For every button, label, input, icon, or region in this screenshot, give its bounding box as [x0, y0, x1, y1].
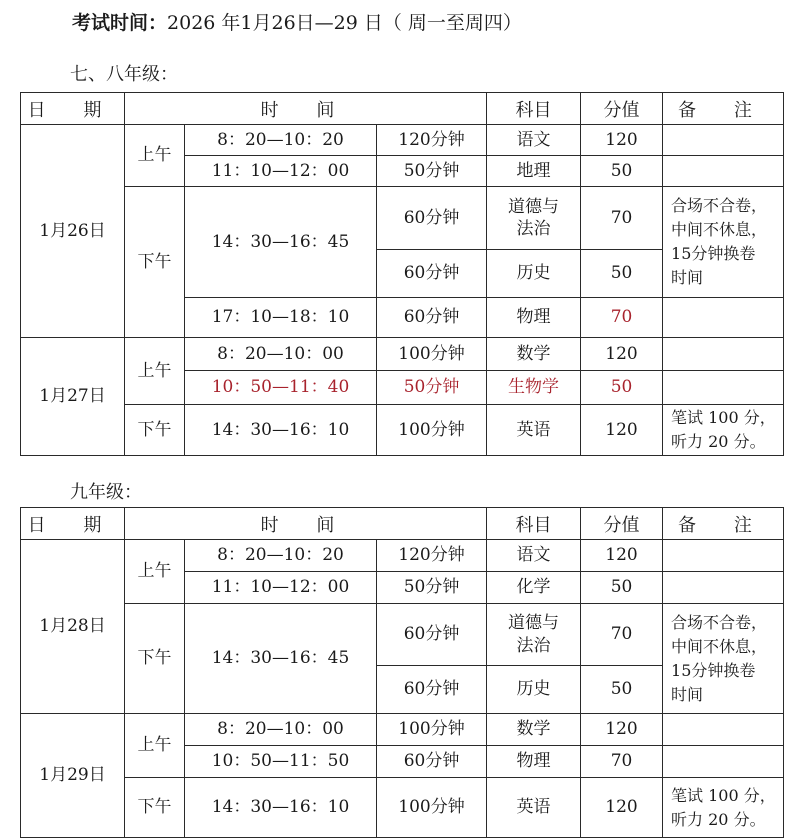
table-row	[21, 604, 784, 666]
score-cell: 50	[581, 250, 663, 298]
duration-cell: 60分钟	[377, 250, 487, 298]
table-row	[21, 540, 784, 572]
subject-cell: 化学	[487, 572, 581, 604]
note-cell-empty	[663, 156, 784, 187]
score-cell: 120	[581, 778, 663, 838]
score-cell: 120	[581, 540, 663, 572]
score-cell: 70	[581, 746, 663, 778]
score-cell: 120	[581, 125, 663, 156]
score-cell: 50	[581, 156, 663, 187]
schedule-table-grade7-8	[20, 92, 784, 456]
col-header-time: 时 间	[125, 508, 487, 540]
col-header-subject: 科目	[487, 93, 581, 125]
col-header-date: 日 期	[21, 508, 125, 540]
duration-cell: 100分钟	[377, 405, 487, 456]
table-row	[21, 778, 784, 838]
subject-cell: 地理	[487, 156, 581, 187]
note-line: 15分钟换卷	[671, 244, 756, 263]
note-line: 时间	[671, 684, 704, 704]
table-row	[21, 714, 784, 746]
table-header-row	[21, 93, 784, 125]
period-cell: 下午	[125, 604, 185, 714]
col-header-score: 分值	[581, 93, 663, 125]
period-cell: 下午	[125, 405, 185, 456]
time-cell: 8：20—10：20	[185, 125, 377, 156]
duration-cell: 50分钟	[377, 371, 487, 405]
col-header-note: 备 注	[663, 508, 784, 540]
time-cell: 8：20—10：00	[185, 714, 377, 746]
duration-cell: 120分钟	[377, 125, 487, 156]
time-cell: 8：20—10：20	[185, 540, 377, 572]
table-row	[21, 125, 784, 156]
score-cell: 50	[581, 572, 663, 604]
period-cell: 上午	[125, 714, 185, 778]
time-cell: 8：20—10：00	[185, 338, 377, 371]
score-cell: 70	[581, 604, 663, 666]
duration-cell: 50分钟	[377, 572, 487, 604]
note-cell-empty	[663, 371, 784, 405]
note-cell	[663, 778, 784, 838]
col-header-time: 时 间	[125, 93, 487, 125]
subject-cell: 历史	[487, 250, 581, 298]
date-cell: 1月26日	[21, 125, 125, 338]
subject-cell: 生物学	[487, 371, 581, 405]
note-cell-empty	[663, 540, 784, 572]
time-cell: 10：50—11：40	[185, 371, 377, 405]
note-line: 15分钟换卷	[671, 660, 756, 680]
score-cell: 70	[581, 298, 663, 338]
subject-cell: 数学	[487, 338, 581, 371]
note-cell	[663, 405, 784, 456]
exam-time-label: 考试时间：	[72, 12, 168, 34]
subject-cell: 物理	[487, 746, 581, 778]
period-cell: 下午	[125, 187, 185, 338]
time-cell: 14：30—16：10	[185, 778, 377, 838]
score-cell: 120	[581, 405, 663, 456]
duration-cell: 60分钟	[377, 666, 487, 714]
exam-time-value: 2026 年1月26日—29 日（ 周一至周四）	[167, 12, 522, 34]
note-cell-empty	[663, 714, 784, 746]
subject-cell: 历史	[487, 666, 581, 714]
note-line: 时间	[671, 268, 704, 287]
table-row	[21, 338, 784, 371]
duration-cell: 100分钟	[377, 338, 487, 371]
note-cell-empty	[663, 125, 784, 156]
table-header-row	[21, 508, 784, 540]
period-cell: 上午	[125, 338, 185, 405]
duration-cell: 60分钟	[377, 604, 487, 666]
note-line: 听力 20 分。	[671, 432, 766, 451]
subject-cell: 数学	[487, 714, 581, 746]
period-cell: 下午	[125, 778, 185, 838]
time-cell: 14：30—16：45	[185, 187, 377, 298]
score-cell: 50	[581, 666, 663, 714]
time-cell: 10：50—11：50	[185, 746, 377, 778]
note-line: 中间不休息，	[671, 220, 768, 239]
note-line: 听力 20 分。	[671, 809, 766, 829]
subject-cell: 道德与 法治	[487, 187, 581, 250]
period-cell: 上午	[125, 125, 185, 187]
note-cell-empty	[663, 746, 784, 778]
time-cell: 14：30—16：10	[185, 405, 377, 456]
time-cell: 11：10—12：00	[185, 572, 377, 604]
duration-cell: 50分钟	[377, 156, 487, 187]
score-cell: 120	[581, 338, 663, 371]
date-cell: 1月27日	[21, 338, 125, 456]
note-cell-empty	[663, 338, 784, 371]
note-cell	[663, 187, 784, 298]
note-cell	[663, 604, 784, 714]
table-row	[21, 187, 784, 250]
subject-cell: 语文	[487, 540, 581, 572]
col-header-score: 分值	[581, 508, 663, 540]
schedule-table-grade9	[20, 507, 784, 838]
table-row	[21, 405, 784, 456]
time-cell: 17：10—18：10	[185, 298, 377, 338]
duration-cell: 60分钟	[377, 746, 487, 778]
duration-cell: 60分钟	[377, 187, 487, 250]
duration-cell: 100分钟	[377, 778, 487, 838]
score-cell: 50	[581, 371, 663, 405]
note-line: 合场不合卷，	[671, 612, 768, 632]
date-cell: 1月28日	[21, 540, 125, 714]
duration-cell: 60分钟	[377, 298, 487, 338]
note-line: 笔试 100 分，	[671, 408, 776, 427]
score-cell: 120	[581, 714, 663, 746]
duration-cell: 120分钟	[377, 540, 487, 572]
time-cell: 11：10—12：00	[185, 156, 377, 187]
note-cell-empty	[663, 298, 784, 338]
score-cell: 70	[581, 187, 663, 250]
subject-cell: 道德与 法治	[487, 604, 581, 666]
subject-cell: 英语	[487, 405, 581, 456]
duration-cell: 100分钟	[377, 714, 487, 746]
subject-cell: 语文	[487, 125, 581, 156]
date-cell: 1月29日	[21, 714, 125, 838]
section-title-grade9: 九年级：	[70, 482, 142, 503]
time-cell: 14：30—16：45	[185, 604, 377, 714]
section-title-grade7-8: 七、八年级：	[70, 64, 178, 85]
subject-cell: 物理	[487, 298, 581, 338]
note-line: 合场不合卷，	[671, 196, 768, 215]
note-line: 笔试 100 分，	[671, 785, 776, 805]
col-header-note: 备 注	[663, 93, 784, 125]
col-header-date: 日 期	[21, 93, 125, 125]
subject-cell: 英语	[487, 778, 581, 838]
note-cell-empty	[663, 572, 784, 604]
col-header-subject: 科目	[487, 508, 581, 540]
note-line: 中间不休息，	[671, 636, 768, 656]
exam-time-header	[72, 8, 522, 35]
period-cell: 上午	[125, 540, 185, 604]
